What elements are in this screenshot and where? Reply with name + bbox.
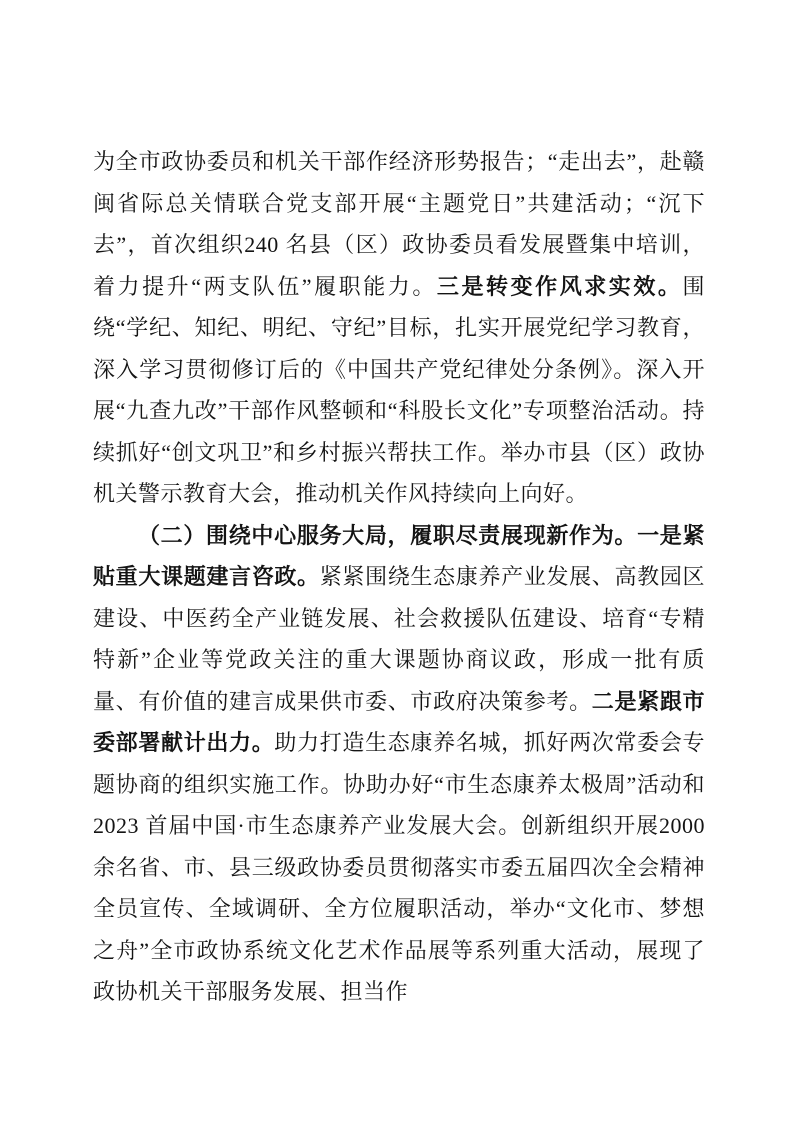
section-heading-run: （二）围绕中心服务大局，履职尽责展现新作为。一是紧贴重大课题建言咨政。 <box>93 522 705 589</box>
text-run: 围绕“学纪、知纪、明纪、守纪”目标，扎实开展党纪学习教育，深入学习贯彻修订后的《中国共产党纪律处分条例》。深入开展“九查九改”干部作风整顿和“科股长文化”专项整治活动。持续抓好“创文巩卫”和乡村振兴帮扶工作。举办市县（区）政协机关警示教育大会，推动机关作风持续向上向好。 <box>93 273 705 506</box>
paragraph-1 <box>93 141 705 515</box>
text-run-bold-lead: 三是转变作风求实效。 <box>436 273 683 299</box>
text-run: 为全市政协委员和机关干部作经济形势报告；“走出去”，赴赣闽省际总关情联合党支部开展“主题党日”共建活动；“沉下去”，首次组织240 名县（区）政协委员看发展暨集中培训，着力提升“两支队伍”履职能力。 <box>93 149 705 299</box>
text-run: 助力打造生态康养名城，抓好两次常委会专题协商的组织实施工作。协助办好“市生态康养太极周”活动和 2023 首届中国·市生态康养产业发展大会。创新组织开展2000 余名省、市、县三级政协委员贯彻落实市委五届四次全会精神全员宣传、全域调研、全方位履职活动，举办“文化市、梦想之舟”全市政协系统文化艺术作品展等系列重大活动，展现了政协机关干部服务发展、担当作 <box>93 730 705 1004</box>
document-text-block <box>93 141 705 1013</box>
text-run-bold-lead: 二是紧跟市委部署献计出力。 <box>93 688 705 755</box>
text-run: 紧紧围绕生态康养产业发展、高教园区建设、中医药全产业链发展、社会救援队伍建设、培育“专精特新”企业等党政关注的重大课题协商议政，形成一批有质量、有价值的建言成果供市委、市政府决策参考。 <box>93 564 705 714</box>
paragraph-2 <box>93 515 705 1013</box>
